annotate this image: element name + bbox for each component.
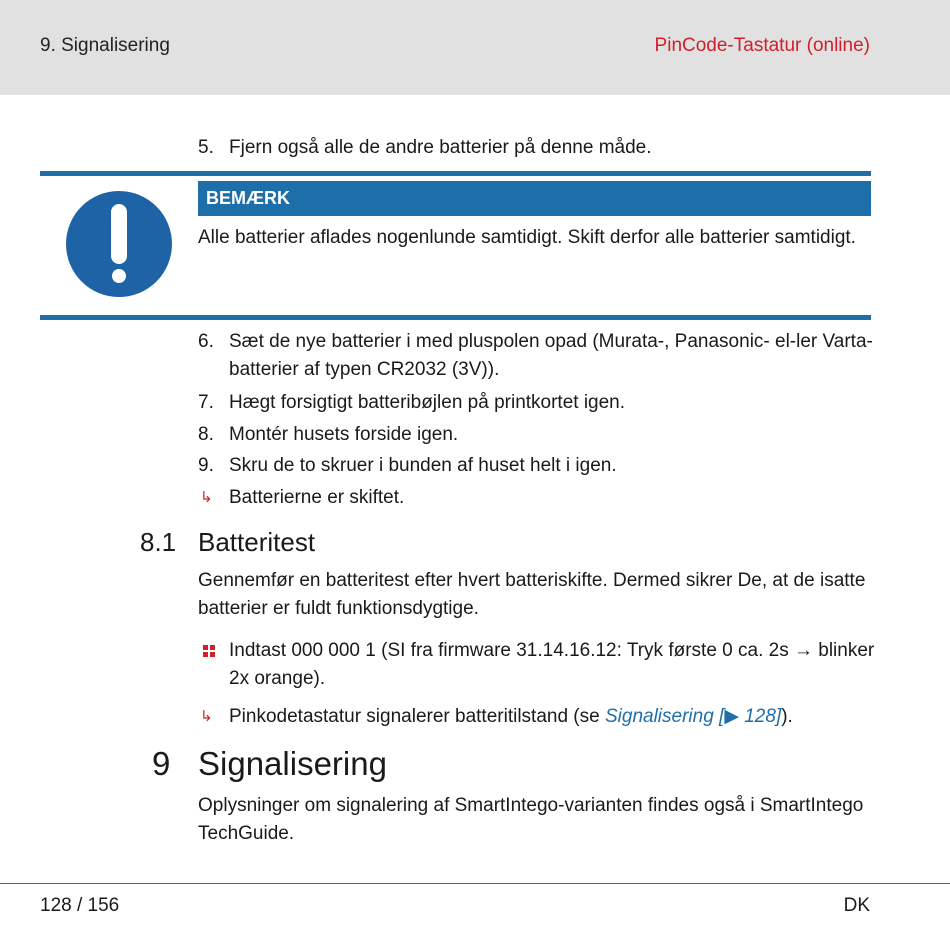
result-arrow-icon: ↳ (200, 489, 213, 506)
chapter-number: 9 (152, 745, 171, 782)
footer-rule (0, 883, 950, 884)
note-top-rule (40, 171, 871, 176)
step-text: Montér husets forside igen. (229, 424, 459, 445)
chapter-title: 9. Signalisering (40, 35, 170, 56)
step-6 (198, 328, 878, 384)
note-body: Alle batterier aflades nogenlunde samtidigt. Skift derfor alle batterier samtidigt. (198, 227, 856, 248)
result-arrow-icon: ↳ (200, 708, 213, 725)
step-text: Fjern også alle de andre batterier på denne måde. (229, 137, 652, 158)
step-text: Hægt forsigtigt batteribøjlen på printkortet igen. (229, 392, 626, 413)
section-title: Batteritest (198, 527, 316, 557)
step-text: Sæt de nye batterier i med pluspolen opad (Murata-, Panasonic- el-ler Varta-batterier af typen CR2032 (3V)). (229, 331, 873, 380)
chapter-intro: Oplysninger om signalering af SmartIntego-varianten findes også i SmartIntego TechGuide. (198, 795, 864, 844)
step-7 (198, 389, 878, 417)
note-bottom-rule (40, 315, 871, 320)
step-9 (198, 452, 878, 480)
result-line (198, 703, 878, 731)
step-number: 8. (198, 424, 214, 445)
chapter-heading: Signalisering (198, 745, 387, 782)
action-text: Indtast 000 000 1 (SI fra firmware 31.14.16.12: Tryk første 0 ca. 2s → blinker 2x orange). (229, 640, 875, 689)
result-suffix: ). (781, 706, 793, 727)
step-5 (198, 134, 878, 162)
section-number: 8.1 (140, 527, 177, 557)
exclamation-icon (63, 188, 175, 300)
result-prefix: Pinkodetastatur signalerer batteritilstand (se (229, 706, 605, 727)
language-code: DK (843, 895, 870, 916)
action-item (198, 637, 878, 693)
step-text: Skru de to skruer i bunden af huset helt i igen. (229, 455, 617, 476)
step-number: 9. (198, 455, 214, 476)
step-number: 5. (198, 137, 214, 158)
result-item (198, 484, 878, 512)
page-header (0, 0, 950, 95)
step-number: 6. (198, 331, 214, 352)
cross-reference-link[interactable]: Signalisering [▶ 128] (604, 706, 782, 727)
result-item (198, 703, 878, 731)
product-title: PinCode-Tastatur (online) (654, 35, 870, 56)
page-number: 128 / 156 (40, 895, 120, 916)
note-title: BEMÆRK (198, 181, 871, 216)
section-intro: Gennemfør en batteritest efter hvert batteriskifte. Dermed sikrer De, at de isatte batterier er fuldt funktionsdygtige. (198, 570, 866, 619)
step-number: 7. (198, 392, 214, 413)
result-text: Batterierne er skiftet. (229, 487, 405, 508)
step-8 (198, 421, 878, 449)
action-bullet-icon (203, 645, 215, 657)
